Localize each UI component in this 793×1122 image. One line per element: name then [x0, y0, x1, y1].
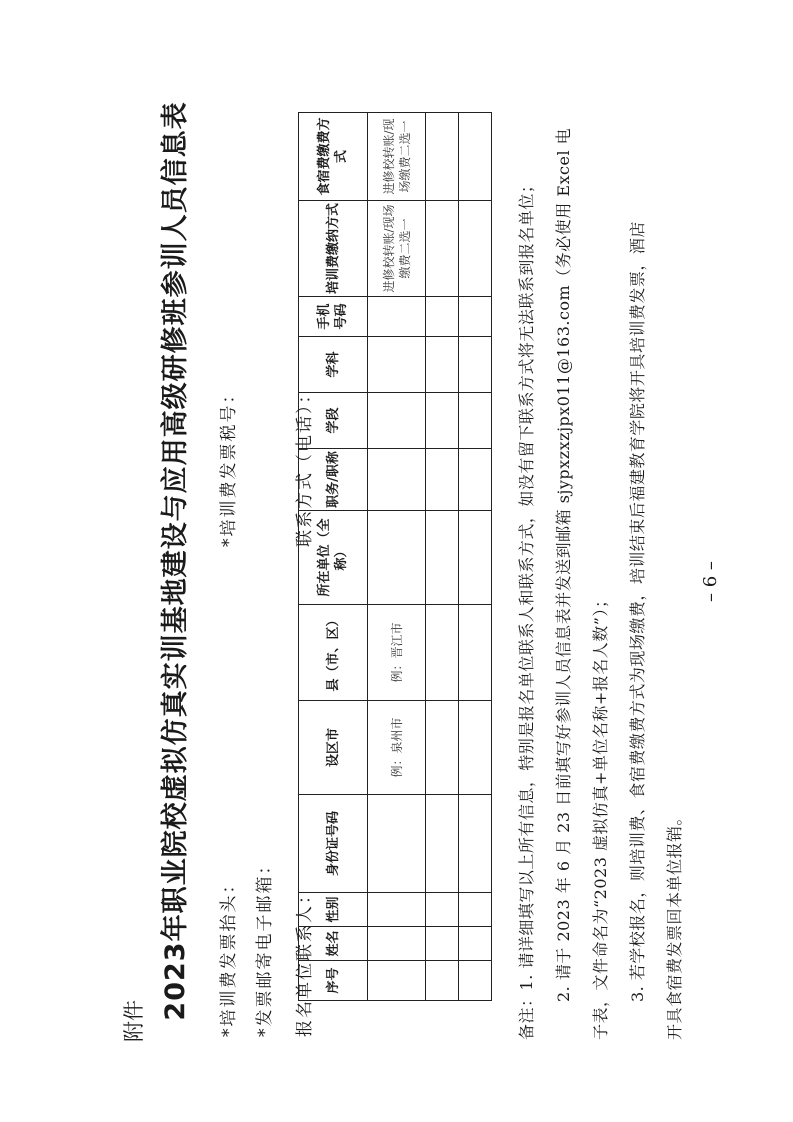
table-cell[interactable]	[368, 893, 426, 927]
tax-id-field: *培训费发票税号：	[219, 384, 239, 547]
table-cell[interactable]	[426, 393, 459, 449]
table-cell[interactable]	[459, 961, 492, 1001]
participant-info-table	[298, 112, 492, 1001]
table-cell[interactable]	[459, 927, 492, 961]
table-cell[interactable]	[368, 297, 426, 337]
col-header: 学段	[299, 393, 368, 449]
table-cell[interactable]	[459, 201, 492, 297]
col-header: 学科	[299, 337, 368, 393]
contact-phone-field: 联系方式（电话）：	[295, 384, 315, 547]
table-cell[interactable]: 例：晋江市	[368, 605, 426, 701]
table-cell[interactable]: 进修校转账/现场缴费二选一	[368, 201, 426, 297]
table-cell[interactable]	[368, 795, 426, 893]
col-header: 身份证号码	[299, 795, 368, 893]
col-header: 县（市、区）	[299, 605, 368, 701]
table-cell[interactable]	[426, 449, 459, 511]
col-header: 姓名	[299, 927, 368, 961]
col-header: 设区市	[299, 701, 368, 795]
table-cell[interactable]	[368, 449, 426, 511]
table-row	[368, 113, 426, 1001]
col-header: 性别	[299, 893, 368, 927]
table-cell[interactable]	[459, 393, 492, 449]
table-cell[interactable]	[426, 201, 459, 297]
note-line-3-cont: 开具食宿费发票回本单位报销。	[665, 808, 684, 1040]
table-cell[interactable]	[426, 297, 459, 337]
page-title: 2023年职业院校虚拟仿真实训基地建设与应用高级研修班参训人员信息表	[160, 101, 191, 1021]
table-cell[interactable]	[459, 337, 492, 393]
table-cell[interactable]	[459, 113, 492, 201]
col-header: 食宿费缴费方式	[299, 113, 368, 201]
table-cell[interactable]	[426, 113, 459, 201]
invoice-title-field: *培训费发票抬头：	[219, 874, 239, 1037]
page-number: – 6 –	[700, 561, 721, 602]
col-header: 职务/职称	[299, 449, 368, 511]
table-cell[interactable]	[459, 795, 492, 893]
table-cell[interactable]	[426, 511, 459, 605]
table-cell[interactable]	[459, 297, 492, 337]
table-cell[interactable]	[459, 449, 492, 511]
table-cell[interactable]	[426, 605, 459, 701]
table-cell[interactable]	[459, 893, 492, 927]
table-cell[interactable]	[368, 927, 426, 961]
col-header: 手机号码	[299, 297, 368, 337]
col-header: 所在单位（全称）	[299, 511, 368, 605]
notes-section	[508, 40, 693, 1040]
table-row	[459, 113, 492, 1001]
note-line-2: 2. 请于 2023 年 6 月 23 日前填写好参训人员信息表并发送到邮箱 sjypxzxzjpx011@163.com（务必使用 Excel 电	[554, 127, 573, 1002]
table-cell[interactable]	[426, 893, 459, 927]
contact-person-field: 报名单位联系人：	[295, 885, 315, 1037]
table-row	[426, 113, 459, 1001]
table-cell[interactable]	[426, 701, 459, 795]
table-cell[interactable]	[368, 511, 426, 605]
table-cell[interactable]	[426, 927, 459, 961]
table-cell[interactable]	[459, 511, 492, 605]
table-cell[interactable]	[459, 701, 492, 795]
table-cell[interactable]	[426, 337, 459, 393]
table-cell[interactable]	[368, 961, 426, 1001]
table-cell[interactable]	[368, 393, 426, 449]
col-header: 培训费缴纳方式	[299, 201, 368, 297]
table-header-row	[299, 113, 368, 1001]
attachment-label: 附件	[122, 1000, 146, 1042]
table-cell[interactable]: 例：泉州市	[368, 701, 426, 795]
note-line-1: 备注：1. 请详细填写以上所有信息，特别是报名单位联系人和联系方式，如没有留下联系方式将无法联系到报名单位；	[517, 176, 536, 1040]
table-cell[interactable]	[426, 961, 459, 1001]
table-cell[interactable]	[368, 337, 426, 393]
notes-label: 备注：	[517, 990, 536, 1040]
col-header: 序号	[299, 961, 368, 1001]
note-line-3: 3. 若学校报名，则培训费、食宿费缴费方式为现场缴费，培训结束后福建教育学院将开具培训费发票，酒店	[628, 221, 647, 1002]
table-cell[interactable]	[426, 795, 459, 893]
note-line-2-cont: 子表，文件命名为“2023 虚拟仿真+单位名称+报名人数”）；	[591, 591, 610, 1040]
invoice-email-field: *发票邮寄电子邮箱：	[255, 855, 275, 1037]
table-cell[interactable]	[459, 605, 492, 701]
table-cell[interactable]: 进修校转账/现场缴费二选一	[368, 113, 426, 201]
